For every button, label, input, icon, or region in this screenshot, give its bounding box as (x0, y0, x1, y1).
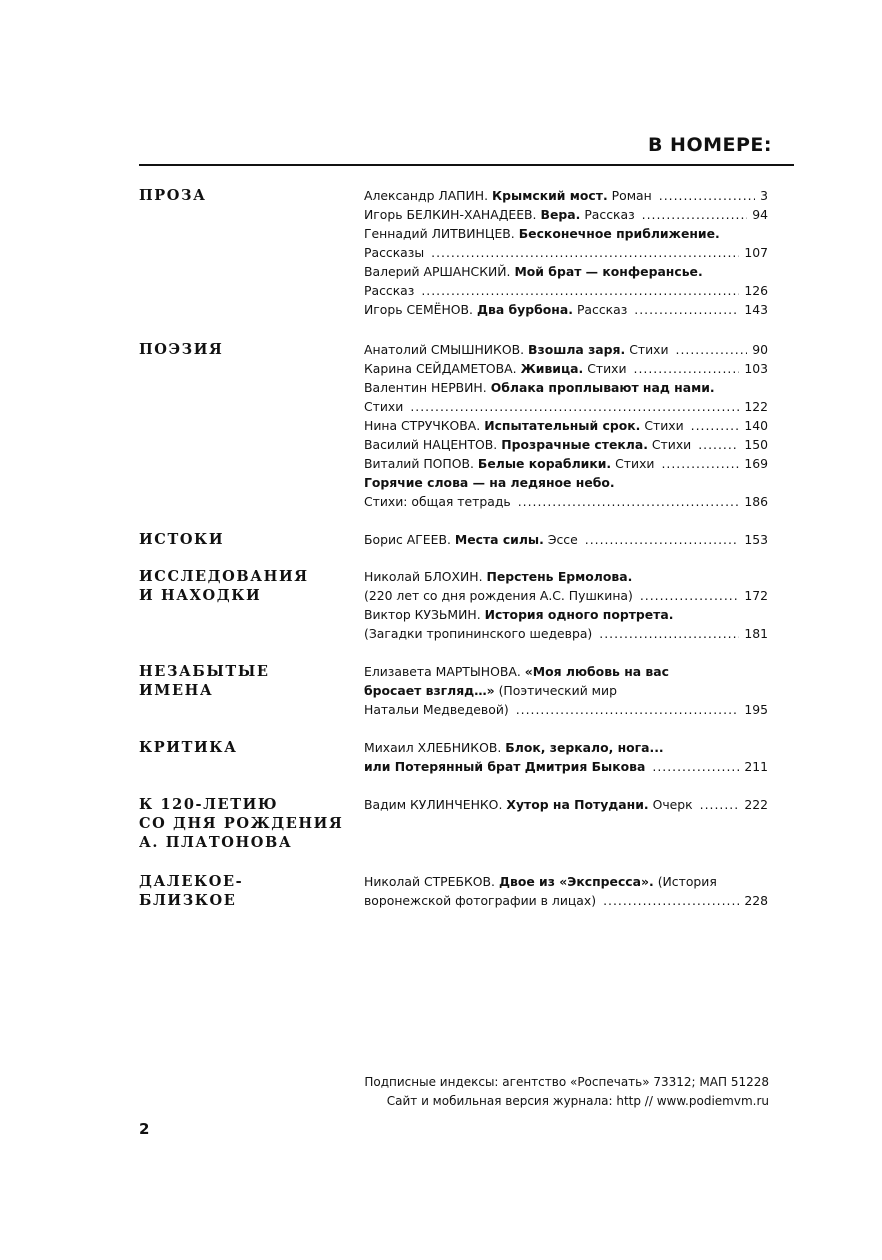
toc-entry-line (364, 340, 768, 359)
leader-dots (516, 700, 740, 719)
entry-genre: Стихи (651, 437, 692, 452)
entry-genre: Эссе (547, 532, 578, 547)
entry-author: Николай БЛОХИН. (364, 569, 483, 584)
section-entries (364, 530, 768, 549)
entry-page-number: 150 (744, 437, 768, 452)
website-info: Сайт и мобильная версия журнала: http // www.podiemvm.ru (386, 1094, 769, 1108)
entry-title: Прозрачные стекла. (501, 437, 648, 452)
entry-author: воронежской фотографии в лицах) (364, 893, 597, 908)
entry-page-number: 172 (744, 588, 768, 603)
section-entries (364, 795, 768, 814)
entry-author: Василий НАЦЕНТОВ. (364, 437, 498, 452)
section-title-line: К 120-ЛЕТИЮ (139, 796, 279, 813)
entry-author: Игорь БЕЛКИН-ХАНАДЕЕВ. (364, 207, 537, 222)
toc-entry-line (364, 605, 768, 624)
entry-author: Вадим КУЛИНЧЕНКО. (364, 797, 503, 812)
leader-dots (431, 243, 739, 262)
entry-title: История одного портрета. (484, 607, 674, 622)
entry-genre: Рассказ (584, 207, 635, 222)
entry-page-number: 186 (744, 494, 768, 509)
entry-author: Карина СЕЙДАМЕТОВА. (364, 361, 517, 376)
entry-page-number: 228 (744, 893, 768, 908)
leader-dots (642, 205, 748, 224)
entry-genre: Рассказ (576, 302, 628, 317)
toc-entry-line (364, 891, 768, 910)
section-title (139, 340, 354, 359)
entry-author: Виталий ПОПОВ. (364, 456, 474, 471)
entry-title: Два бурбона. (476, 302, 573, 317)
leader-dots (518, 492, 740, 511)
section-title-line: ИССЛЕДОВАНИЯ (139, 568, 309, 585)
leader-dots (640, 586, 739, 605)
entry-genre: Стихи (615, 456, 655, 471)
leader-dots (652, 757, 739, 776)
section-title (139, 662, 354, 700)
entry-title: Места силы. (454, 532, 544, 547)
toc-entry-line (364, 262, 768, 281)
toc-entry-line (364, 205, 768, 224)
leader-dots (634, 300, 739, 319)
toc-entry-line (364, 243, 768, 262)
entry-title: Облака проплывают над нами. (490, 380, 715, 395)
entry-page-number: 195 (744, 702, 768, 717)
page-number: 2 (139, 1120, 150, 1138)
toc-entry-line (364, 454, 768, 473)
section-title (139, 795, 354, 852)
section-title-line: И НАХОДКИ (139, 587, 262, 604)
section-entries (364, 567, 768, 643)
entry-title: Хутор на Потудани. (506, 797, 649, 812)
toc-entry-line (364, 378, 768, 397)
entry-author: Стихи (364, 399, 404, 414)
entry-author: Натальи Медведевой) (364, 702, 509, 717)
toc-entry-line (364, 281, 768, 300)
section-title (139, 738, 354, 757)
entry-title: или Потерянный брат Дмитрия Быкова (364, 759, 646, 774)
entry-title: Горячие слова — на ледяное небо. (364, 475, 615, 490)
toc-entry-line (364, 586, 768, 605)
leader-dots (659, 186, 755, 205)
leader-dots (661, 454, 739, 473)
entry-title: Перстень Ермолова. (486, 569, 633, 584)
leader-dots (585, 530, 740, 549)
entry-author: Валерий АРШАНСКИЙ. (364, 264, 511, 279)
leader-dots (698, 435, 739, 454)
entry-title: Мой брат — конферансье. (514, 264, 703, 279)
entry-author: Борис АГЕЕВ. (364, 532, 451, 547)
entry-page-number: 90 (752, 342, 768, 357)
toc-entry-line (364, 624, 768, 643)
section-title (139, 186, 354, 205)
toc-entry-line (364, 530, 768, 549)
section-title-line: ПОЭЗИЯ (139, 341, 224, 358)
entry-page-number: 107 (744, 245, 768, 260)
entry-title: бросает взгляд…» (364, 683, 495, 698)
toc-entry-line (364, 492, 768, 511)
section-title-line: ИСТОКИ (139, 531, 225, 548)
section-entries (364, 340, 768, 511)
section-title (139, 530, 354, 549)
toc-entry-line (364, 757, 768, 776)
leader-dots (676, 340, 748, 359)
entry-page-number: 103 (744, 361, 768, 376)
toc-entry-line (364, 795, 768, 814)
leader-dots (410, 397, 739, 416)
entry-page-number: 143 (744, 302, 768, 317)
entry-page-number: 3 (760, 188, 768, 203)
toc-entry-line (364, 435, 768, 454)
entry-title: Белые кораблики. (477, 456, 612, 471)
leader-dots (691, 416, 740, 435)
entry-author: Рассказ (364, 283, 415, 298)
contents-header (139, 132, 794, 166)
entry-author: (220 лет со дня рождения А.С. Пушкина) (364, 588, 633, 603)
entry-title: Двое из «Экспресса». (498, 874, 654, 889)
entry-author: Стихи: общая тетрадь (364, 494, 511, 509)
section-entries (364, 738, 768, 776)
entry-author: Анатолий СМЫШНИКОВ. (364, 342, 525, 357)
entry-author: Александр ЛАПИН. (364, 188, 489, 203)
entry-title: Испытательный срок. (484, 418, 641, 433)
toc-entry-line (364, 359, 768, 378)
leader-dots (700, 795, 740, 814)
entry-title: Живица. (520, 361, 584, 376)
section-title-line: ДАЛЕКОЕ- (139, 873, 244, 890)
entry-genre: Роман (611, 188, 652, 203)
entry-title: Бесконечное приближение. (518, 226, 720, 241)
toc-entry-line (364, 300, 768, 319)
entry-genre: (История (657, 874, 717, 889)
entry-title: Взошла заря. (528, 342, 626, 357)
subscription-indexes: Подписные индексы: агентство «Роспечать» 73312; МАП 51228 (364, 1075, 769, 1089)
toc-entry-line (364, 224, 768, 243)
entry-genre: Стихи (629, 342, 669, 357)
section-entries (364, 186, 768, 319)
toc-entry-line (364, 397, 768, 416)
entry-page-number: 169 (744, 456, 768, 471)
leader-dots (634, 359, 740, 378)
entry-title: Крымский мост. (492, 188, 608, 203)
entry-title: Вера. (540, 207, 581, 222)
toc-entry-line (364, 872, 768, 891)
section-title-line: СО ДНЯ РОЖДЕНИЯ (139, 815, 344, 832)
toc-entry-line (364, 186, 768, 205)
entry-page-number: 126 (744, 283, 768, 298)
entry-author: Михаил ХЛЕБНИКОВ. (364, 740, 502, 755)
section-title-line: ПРОЗА (139, 187, 207, 204)
entry-page-number: 181 (744, 626, 768, 641)
toc-entry-line (364, 567, 768, 586)
toc-entry-line (364, 416, 768, 435)
section-entries (364, 662, 768, 719)
section-title-line: ИМЕНА (139, 682, 214, 699)
entry-author: Виктор КУЗЬМИН. (364, 607, 481, 622)
section-title-line: КРИТИКА (139, 739, 238, 756)
entry-genre: Стихи (644, 418, 684, 433)
entry-author: Игорь СЕМЁНОВ. (364, 302, 473, 317)
entry-genre: Очерк (652, 797, 693, 812)
entry-page-number: 222 (744, 797, 768, 812)
entry-author: (Загадки тропининского шедевра) (364, 626, 593, 641)
toc-entry-line (364, 681, 768, 700)
entry-author: Нина СТРУЧКОВА. (364, 418, 481, 433)
entry-genre: (Поэтический мир (498, 683, 617, 698)
entry-title: Блок, зеркало, нога... (505, 740, 664, 755)
section-entries (364, 872, 768, 910)
entry-page-number: 122 (744, 399, 768, 414)
toc-entry-line (364, 473, 768, 492)
leader-dots (603, 891, 739, 910)
leader-dots (599, 624, 739, 643)
toc-entry-line (364, 700, 768, 719)
entry-title: «Моя любовь на вас (524, 664, 669, 679)
entry-author: Валентин НЕРВИН. (364, 380, 487, 395)
entry-author: Елизавета МАРТЫНОВА. (364, 664, 521, 679)
leader-dots (421, 281, 739, 300)
entry-author: Николай СТРЕБКОВ. (364, 874, 495, 889)
toc-entry-line (364, 662, 768, 681)
footer (364, 1073, 769, 1111)
entry-page-number: 94 (752, 207, 768, 222)
entry-author: Рассказы (364, 245, 425, 260)
section-title-line: БЛИЗКОЕ (139, 892, 237, 909)
entry-page-number: 140 (744, 418, 768, 433)
contents-title: В НОМЕРЕ: (647, 134, 772, 156)
entry-page-number: 211 (744, 759, 768, 774)
section-title (139, 872, 354, 910)
entry-author: Геннадий ЛИТВИНЦЕВ. (364, 226, 515, 241)
section-title-line: НЕЗАБЫТЫЕ (139, 663, 270, 680)
toc-entry-line (364, 738, 768, 757)
entry-page-number: 153 (744, 532, 768, 547)
entry-genre: Стихи (587, 361, 627, 376)
section-title (139, 567, 354, 605)
section-title-line: А. ПЛАТОНОВА (139, 834, 293, 851)
